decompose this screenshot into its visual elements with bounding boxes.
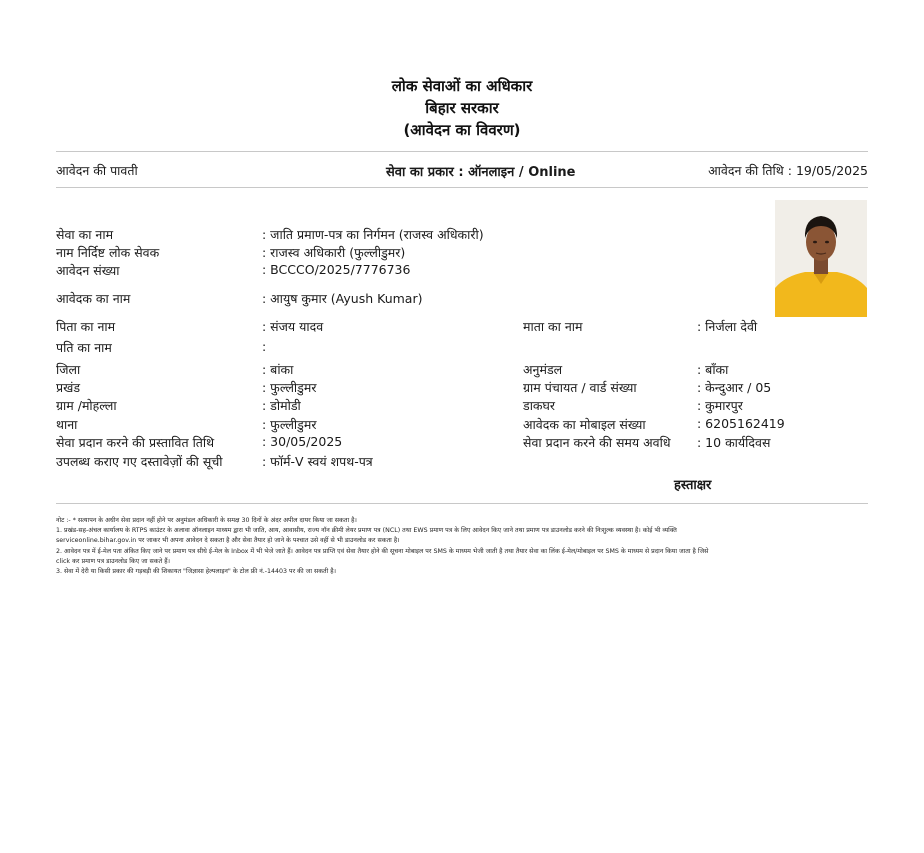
mobile-label: आवेदक का मोबाइल संख्या [523, 417, 646, 432]
application-date [708, 162, 868, 179]
service-type: सेवा का प्रकार : ऑनलाइन / Online [386, 165, 576, 180]
proposed-date-value: : 30/05/2025 [262, 434, 343, 449]
service-name-value: : जाति प्रमाण-पत्र का निर्गमन (राजस्व अधिकारी) [262, 227, 484, 242]
header-line-1: लोक सेवाओं का अधिकार [391, 77, 533, 95]
note-1b: serviceonline.bihar.gov.in पर जाकर भी अपना आवेदन दे सकता है और सेवा तैयार हो जाने के पश्चात उसे वहीं से भी डाउनलोड कर सकता है। [56, 537, 400, 545]
designated-officer-value: : राजस्व अधिकारी (फुल्लीडुमर) [262, 245, 406, 260]
father-name-label: पिता का नाम [56, 319, 116, 334]
block-label: प्रखंड [56, 380, 81, 395]
note-3: 3. सेवा में देरी या किसी प्रकार की गड़बड़ी की शिकायत "जिज्ञासा हेल्पलाइन" के टोल फ्री नं.-14403 पर की जा सकती है। [56, 568, 336, 576]
post-office-label: डाकघर [523, 398, 556, 413]
header-line-3: (आवेदन का विवरण) [403, 121, 521, 139]
documents-label: उपलब्ध कराए गए दस्तावेज़ों की सूची [56, 454, 223, 469]
service-period-label: सेवा प्रदान करने की समय अवधि [523, 435, 671, 450]
mother-name-value: : निर्जला देवी [697, 319, 758, 334]
district-value: : बांका [262, 362, 294, 377]
mother-name-label: माता का नाम [523, 319, 583, 334]
application-date-value: 19/05/2025 [795, 163, 868, 178]
block-value: : फुल्लीडुमर [262, 380, 317, 395]
designated-officer-label: नाम निर्दिष्ट लोक सेवक [56, 245, 160, 260]
documents-value: : फॉर्म-V स्वयं शपथ-पत्र [262, 454, 373, 469]
service-name-label: सेवा का नाम [56, 227, 114, 242]
district-label: जिला [56, 362, 81, 377]
applicant-name-label: आवेदक का नाम [56, 291, 131, 306]
receipt-label: आवेदन की पावती [56, 163, 138, 178]
divider-top [56, 151, 868, 152]
husband-name-label: पति का नाम [56, 340, 112, 355]
panchayat-label: ग्राम पंचायत / वार्ड संख्या [523, 380, 637, 395]
village-label: ग्राम /मोहल्ला [56, 398, 117, 413]
subdivision-label: अनुमंडल [523, 362, 563, 377]
note-1a: 1. प्रखंड-सह-अंचल कार्यालय के RTPS काउंटर के अलावा ऑनलाइन माध्यम द्वारा भी जाति, आय, आवासीय, राज्य नॉन क्रीमी लेयर प्रमाण पत्र (NCL) तथा EWS प्रमाण पत्र के लिए आवेदन किए जाने तथा प्रमाण पत्र डाउनलोड करने की निःशुल्क व्यवस्था है। कोई भी व्यक्ति [56, 527, 677, 535]
note-2a: 2. आवेदन पत्र में ई-मेल पता अंकित किए जाने पर प्रमाण पत्र सीधे ई-मेल के Inbox में भी भेजे जाते हैं। आवेदन पत्र प्राप्ति एवं सेवा तैयार होने की सूचना मोबाइल पर SMS के माध्यम भेजी जाती है तथा तैयार सेवा का लिंक ई-मेल/मोबाइल पर SMS के माध्यम से प्रदान किया जाता है जिसे [56, 547, 709, 555]
mobile-value: : 6205162419 [697, 416, 785, 431]
application-number-label: आवेदन संख्या [56, 263, 120, 278]
divider-header-bottom [56, 187, 868, 188]
village-value: : डोमोडी [262, 398, 301, 413]
note-intro: नोट :- * सत्यापन के अधीन सेवा प्रदान नहीं होने पर अनुमंडल अधिकारी के समक्ष 30 दिनों के अंदर अपील दायर किया जा सकता है। [56, 517, 357, 524]
note-2b: click कर प्रमाण पत्र डाउनलोड किए जा सकते हैं। [56, 557, 170, 565]
father-name-value: : संजय यादव [262, 319, 324, 334]
applicant-name-value: : आयुष कुमार (Ayush Kumar) [262, 291, 423, 306]
divider-notes [56, 503, 868, 504]
police-station-label: थाना [56, 417, 78, 432]
service-period-value: : 10 कार्यदिवस [697, 435, 771, 450]
proposed-date-label: सेवा प्रदान करने की प्रस्तावित तिथि [56, 435, 215, 450]
applicant-photo-illustration [775, 200, 867, 317]
subdivision-value: : बाँका [697, 362, 729, 377]
signature-label: हस्ताक्षर [674, 478, 712, 493]
police-station-value: : फुल्लीडुमर [262, 417, 317, 432]
notes-section [56, 516, 868, 577]
applicant-photo [775, 200, 867, 317]
application-number-value: : BCCCO/2025/7776736 [262, 262, 411, 277]
header-line-2: बिहार सरकार [425, 99, 499, 117]
panchayat-value: : केन्दुआर / 05 [697, 380, 772, 395]
application-date-label: आवेदन की तिथि : [708, 163, 792, 178]
post-office-value: : कुमारपुर [697, 398, 743, 413]
husband-name-value: : [262, 339, 267, 354]
